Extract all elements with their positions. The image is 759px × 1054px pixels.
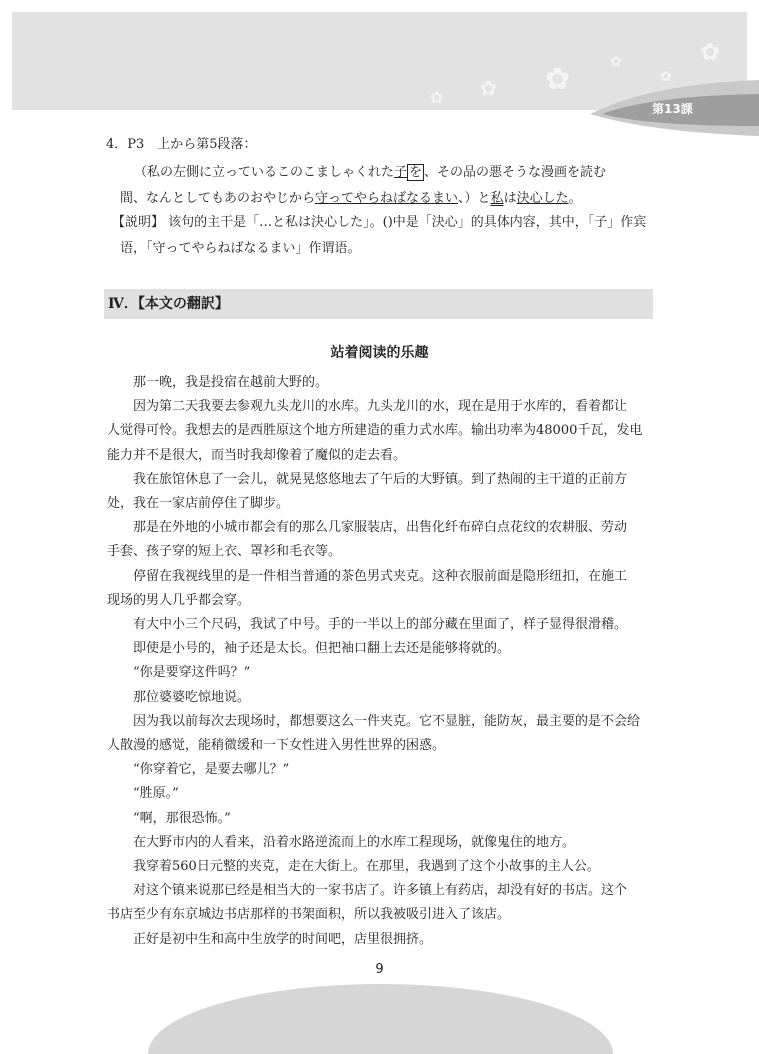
sentence-text: 。	[568, 191, 582, 206]
predicate-underlined: 決心した	[516, 191, 569, 206]
flower-decoration-icon: ✿	[610, 54, 622, 70]
note-heading: 4．P3 上から第5段落：	[106, 137, 257, 152]
paragraph-line: 现场的男人几乎都会穿。	[107, 592, 251, 608]
lesson-label: 第13課	[652, 102, 693, 116]
paragraph-line: 那是在外地的小城市都会有的那么几家服装店，出售化纤布碎白点花纹的农耕服、劳动	[133, 520, 628, 536]
paragraph-line: 我穿着560日元整的夹克，走在大街上。在那里，我遇到了这个小故事的主人公。	[133, 859, 600, 874]
paragraph-line: “你是要穿这件吗？”	[133, 665, 251, 681]
paragraph-line: 停留在我视线里的是一件相当普通的茶色男式夹克。这种衣服前面是隐形纽扣，在施工	[133, 568, 628, 584]
paragraph-line: 有大中小三个尺码，我试了中号。手的一半以上的部分藏在里面了，样子显得很滑稽。	[133, 617, 628, 632]
flower-decoration-icon: ✿	[430, 88, 444, 107]
paragraph-line: 书店至少有东京城边书店那样的书架面积，所以我被吸引进入了该店。	[107, 907, 511, 923]
paragraph-line: 因为第二天我要去参观九头龙川的水库。九头龙川的水，现在是用于水库的，看着都让	[133, 399, 628, 415]
sentence-text: 間、なんとしてもあのおやじから	[120, 191, 316, 206]
flower-decoration-icon: ✿	[545, 62, 571, 97]
footer-decoration	[148, 984, 613, 1054]
explanation-line2: 语，「守ってやらねばなるまい」作谓语。	[120, 241, 361, 256]
boxed-particle: を	[409, 165, 423, 180]
flower-decoration-icon: ✿	[700, 38, 721, 66]
paragraph-line: 即使是小号的，袖子还是太长。但把袖口翻上去还是能够将就的。	[133, 641, 511, 657]
paragraph-line: 因为我以前每次去现场时，都想要这么一件夹克。它不显脏，能防灰，最主要的是不会给	[133, 713, 641, 729]
sentence-text: 子	[394, 165, 408, 180]
predicate-underlined: 守ってやらねばなるまい	[315, 191, 459, 206]
section-title: Ⅳ．【本文の翻訳】	[108, 296, 229, 312]
note-sentence-line2	[120, 188, 582, 210]
paragraph-line: 对这个镇来说那已经是相当大的一家书店了。许多镇上有药店，却没有好的书店。这个	[133, 883, 628, 899]
sentence-text: は	[503, 191, 517, 206]
paragraph-line: “胜原。”	[133, 786, 179, 802]
page-number: 9	[375, 962, 384, 977]
paragraph-line: 那位婆婆吃惊地说。	[133, 689, 251, 705]
paragraph-line: “啊，那很恐怖。”	[133, 810, 231, 826]
note-sentence-line1	[134, 162, 606, 184]
flower-decoration-icon: ✿	[480, 76, 497, 100]
explanation-line1: 【説明】 该句的主干是「…と私は決心した」。()中是「決心」的具体内容，其中，「子」作宾	[112, 215, 647, 230]
paragraph-line: 人散漫的感觉，能稍微缓和一下女性进入男性世界的困惑。	[107, 738, 446, 753]
sentence-text: （私の左側に立っているこのこましゃくれた	[134, 165, 395, 180]
paragraph-line: 在大野市内的人看来，沿着水路逆流而上的水库工程现场，就像鬼住的地方。	[133, 834, 576, 850]
sentence-text: 、その品の悪そうな漫画を読む	[424, 165, 607, 180]
paragraph-line: 人觉得可怜。我想去的是西胜原这个地方所建造的重力式水库。输出功率为48000千瓦，发电	[107, 423, 643, 439]
paragraph-line: 那一晚，我是投宿在越前大野的。	[133, 375, 329, 390]
subject-underlined: 私	[490, 191, 504, 206]
article-title: 站着阅读的乐趣	[330, 345, 429, 361]
sentence-text: 、）と	[458, 191, 491, 206]
paragraph-line: 手套、孩子穿的短上衣、罩衫和毛衣等。	[107, 544, 342, 560]
paragraph-line: 处，我在一家店前停住了脚步。	[107, 496, 290, 511]
paragraph-line: “你穿着它，是要去哪儿？”	[133, 762, 290, 778]
paragraph-line: 能力并不是很大，而当时我却像着了魔似的走去看。	[107, 447, 407, 463]
paragraph-line: 我在旅馆休息了一会儿，就晃晃悠悠地去了午后的大野镇。到了热闹的主干道的正前方	[133, 471, 628, 487]
flower-decoration-icon: ✿	[660, 69, 672, 85]
paragraph-line: 正好是初中生和高中生放学的时间吧，店里很拥挤。	[133, 931, 433, 947]
